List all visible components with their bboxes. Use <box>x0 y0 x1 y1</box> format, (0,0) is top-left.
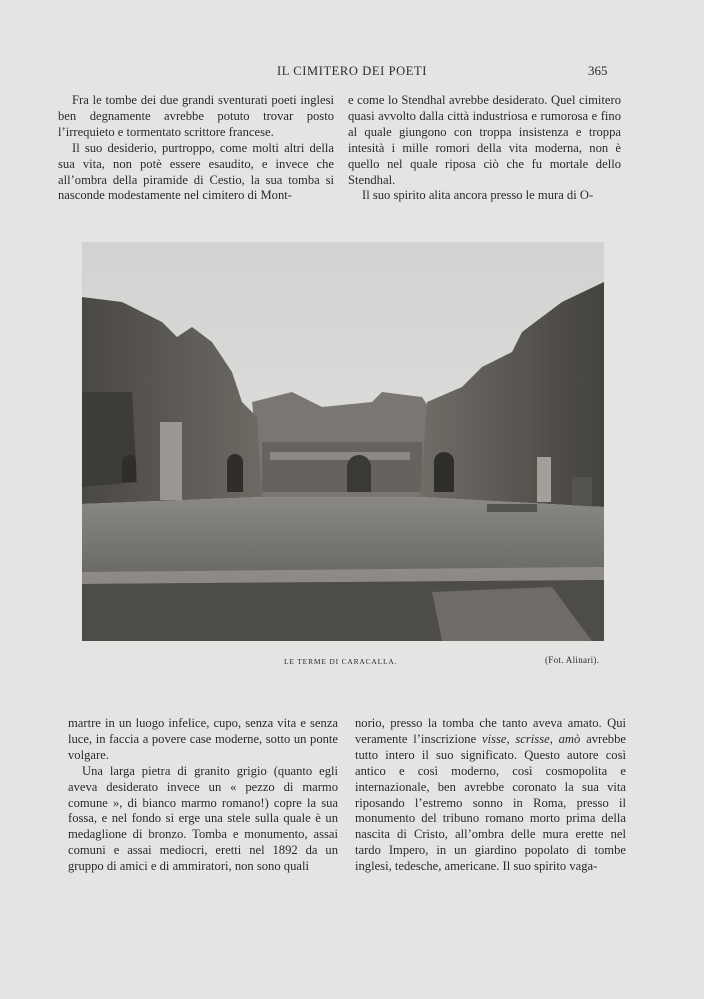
inscription-text: visse, scrisse, amò <box>481 731 581 746</box>
paragraph-text: avrebbe tutto intero il suo significato. Questo autore così antico e così moderno, così cosmopolita e internazionale, ben avrebbe coronato la sua vita riposando l’estremo sonno in Roma, presso il monumento del tribuno romano morto prima della nascita di Cristo, all’ombra delle mura erette nel tardo Impero, in un giardino popolato di tombe inglesi, tedesche, americane. Il suo spirito vaga- <box>355 731 626 874</box>
photo-credit: (Fot. Alinari). <box>545 655 600 665</box>
paragraph-text: norio, presso la tomba che tanto aveva amato. Qui veramente l’inscrizione <box>355 716 626 746</box>
text-column-top-right <box>348 93 621 204</box>
text-column-bottom-left <box>68 716 338 875</box>
figure-caption: LE TERME DI CARACALLA. <box>284 657 398 666</box>
text-column-top-left <box>58 93 334 204</box>
paragraph <box>355 716 626 875</box>
paragraph: Il suo spirito alita ancora presso le mura di O- <box>362 188 594 203</box>
paragraph: martre in un luogo infelice, cupo, senza vita e senza luce, in faccia a povere case moderne, sotto un ponte volgare. <box>68 716 338 762</box>
text-column-bottom-right <box>355 716 626 875</box>
paragraph: Fra le tombe dei due grandi sventurati poeti inglesi ben degnamente avrebbe potuto trovar posto l’irrequieto e tormentato scrittore francese. <box>58 93 334 139</box>
paragraph: e come lo Stendhal avrebbe desiderato. Quel cimitero quasi avvolto dalla città industriosa e rumorosa e fino al quale giungono con troppa insistenza e troppa intesità i mille romori della vita moderna, non è quello nel quale riposa ciò che fu mortale dello Stendhal. <box>348 93 621 187</box>
page-number: 365 <box>588 63 608 78</box>
paragraph: Una larga pietra di granito grigio (quanto egli aveva desiderato invece un « pezzo di marmo comune », di bianco marmo romano!) copre la sua fossa, e nel fondo si erge una stele sulla quale è un medaglione di bronzo. Tomba e monumento, assai comuni e assai mediocri, eretti nel 1892 da un gruppo di amici e di ammiratori, non sono quali <box>68 763 338 874</box>
paragraph: Il suo desiderio, purtroppo, come molti altri della sua vita, non potè essere esaudito, e invece che all’ombra della piramide di Cestio, la sua tomba si nasconde modestamente nel cimitero di Mont- <box>58 140 334 203</box>
photograph-terme-di-caracalla <box>82 242 604 641</box>
running-title: IL CIMITERO DEI POETI <box>277 64 427 78</box>
